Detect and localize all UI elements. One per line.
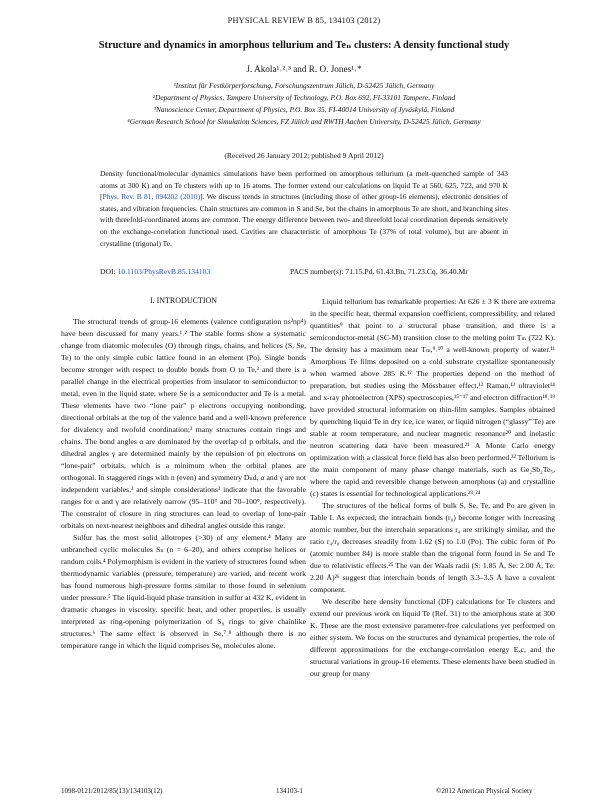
- journal-header: PHYSICAL REVIEW B 85, 134103 (2012): [227, 16, 381, 25]
- abstract-text-1: Density functional/molecular dynamics simulations have been performed on amorphous tellurium (a melt-quenched sample of 343 atoms at 300 K) and on Te clusters with up to 16 atoms. The former extend our calculations on liquid Te at 560, 625, 722, and 970 K [: [100, 169, 508, 202]
- doi-link[interactable]: 10.1103/PhysRevB.85.134103: [117, 267, 211, 276]
- right-column: [310, 296, 555, 680]
- abstract-text-2: ]. We discuss trends in structures (including those of other group-16 elements), electronic densities of states, and vibration frequencies. Chain structures are common in S and Se, but the chains in amorphous Te are short, and branching sites with threefold-coordinated atoms are common. The energy difference between two- and threefold local coordination depends sensitively on the exchange-correlation functional used. Cavities are characteristic of amorphous Te (37% of total volume), but are absent in crystalline (trigonal) Te.: [100, 192, 508, 248]
- affiliation-2: ²Department of Physics, Tampere University of Technology, P.O. Box 692, FI-33101 Tampere, Finland: [152, 93, 456, 102]
- paragraph: Sulfur has the most solid allotropes (>30) of any element.⁴ Many are unbranched cyclic molecules Sₙ (n = 6–20), and others comprise helices or random coils.⁴ Polymorphism is evident in the variety of structures found when thermodynamic variables (pressure, temperature) are varied, and recent work has found numerous high-pressure forms similar to those found in selenium under pressure.⁵ The liquid-liquid phase transition in sulfur at 432 K, evident in dramatic changes in viscosity, specific heat, and other properties, is usually interpreted as ring-opening polymerization of S₈ rings to give chainlike structures.⁶ The same effect is observed in Se,⁷˒⁸ although there is no temperature range in which the liquid comprises Se₈ molecules alone.: [61, 533, 306, 650]
- doi-label: DOI:: [100, 267, 118, 276]
- footer-copyright: ©2012 American Physical Society: [436, 787, 533, 795]
- section-heading: I. INTRODUCTION: [149, 296, 218, 305]
- paper-title: Structure and dynamics in amorphous tellurium and Teₙ clusters: A density functional study: [98, 40, 510, 51]
- paragraph: The structural trends of group-16 elements (valence configuration ns²np⁴) have been discussed for many years.¹˒² The stable forms show a systematic change from diatomic molecules (O) through rings, chains, and helices (S, Se, Te) to the only simple cubic lattice found in an element (Po). Single bonds become stronger with respect to double bonds from O to Te,² and there is a parallel change in the electrical properties from insulator to semiconductor to metal, even in the liquid state, where Se is a semiconductor and Te is a metal. These elements have two “lone pair” p electrons occupying nonbonding, directional orbitals at the top of the valence band and a well-known preference for divalency and twofold coordination;³ many structures contain rings and chains. The bond angles α are dominated by the overlap of p orbitals, and the dihedral angles γ are determined mainly by the repulsion of pπ electrons on “lone-pair” orbitals, which is a minimum when the orbital planes are orthogonal. In staggered rings with n (even) and symmetry Dₙd, α and γ are not independent variables,³ and simple considerations³ indicate that the favorable ranges for α and γ are relatively narrow (95–110° and 70–100°, respectively). The constraint of closure in ring structures can lead to overlap of lone-pair orbitals on next-nearest neighbors and dihedral angles outside this range.: [61, 317, 306, 530]
- doi: [100, 267, 210, 276]
- footer-page-number: 134103-1: [276, 787, 303, 795]
- affiliation-3: ³Nanoscience Center, Department of Physics, P.O. Box 35, FI-40014 University of Jyväskylä, Finland: [153, 105, 455, 114]
- paragraph: We describe here density functional (DF) calculations for Te clusters and extend our previous work on liquid Te (Ref. 31) to the amorphous state at 300 K. These are the most extensive parameter-free calculations yet performed on either system. We focus on the structures and dynamical properties, the role of different approximations for the exchange-correlation energy Eₓc, and the structural variations in group-16 elements. These elements have been studied in our group for many: [310, 597, 555, 678]
- pacs-numbers: PACS number(s): 71.15.Pd, 61.43.Bn, 71.23.Cq, 36.40.Mr: [290, 267, 468, 276]
- abstract-citation-link[interactable]: Phys. Rev. B 81, 094202 (2010): [102, 192, 201, 202]
- affiliation-4: ⁴German Research School for Simulation Sciences, FZ Jülich and RWTH Aachen University, D-52425 Jülich, Germany: [127, 117, 481, 126]
- abstract: [100, 168, 508, 249]
- authors: J. Akola¹˒²˒³ and R. O. Jones¹˒*: [246, 64, 362, 74]
- paragraph: The structures of the helical forms of bulk S, Se, Te, and Po are given in Table I. As expected, the intrachain bonds (r₀) become longer with increasing atomic number, but the interchain separations r₄ are strikingly similar, and the ratio r₄/r₀ decreases steadily from 1.62 (S) to 1.0 (Po). The cubic form of Po (atomic number 84) is more stable than the trigonal form found in Se and Te due to relativistic effects.²⁵ The van der Waals radii (S: 1.85 Å, Se: 2.00 Å, Te: 2.20 Å)²⁶ suggest that interchain bonds of length 3.3–3.5 Å have a covalent component.: [310, 501, 555, 594]
- paragraph: Liquid tellurium has remarkable properties: At 626 ± 3 K there are extrema in the specific heat, thermal expansion coefficient, compressibility, and related quantities⁹ that point to a structural phase transition, and there is a semiconductor-metal (SC-M) transition close to the melting point Tₘ (722 K). The density has a maximum near Tₘ,⁹˒¹⁰ a well-known property of water.¹¹ Amorphous Te films deposited on a cold substrate crystallize spontaneously when warmed above 285 K.¹² The properties depend on the method of preparation, but studies using the Mössbauer effect,¹² Raman,¹³ ultraviolet¹⁴ and x-ray photoelectron (XPS) spectroscopies,¹⁵⁻¹⁷ and electron diffraction¹⁸˒¹⁹ have provided structural information on thin-film samples. Samples obtained by quenching liquid Te in dry ice, ice water, or liquid nitrogen (“glassy” Te) are stable at room temperature, and nuclear magnetic resonance²⁰ and inelastic neutron scattering data have been measured.²¹ A Monte Carlo energy optimization with a classical force field has also been performed.²² Tellurium is the main component of many phase change materials, such as Ge₂Sb₂Te₅, where the rapid and reversible change between amorphous (a) and crystalline (c) states is essential for technological applications.²³˒²⁴: [310, 297, 555, 498]
- received-dates: (Received 26 January 2012; published 9 April 2012): [224, 151, 384, 160]
- affiliation-1: ¹Institut für Festkörperforschung, Forschungszentrum Jülich, D-52425 Jülich, Germany: [173, 81, 435, 90]
- left-column: [61, 292, 306, 652]
- footer-issn: 1098-0121/2012/85(13)/134103(12): [61, 787, 163, 795]
